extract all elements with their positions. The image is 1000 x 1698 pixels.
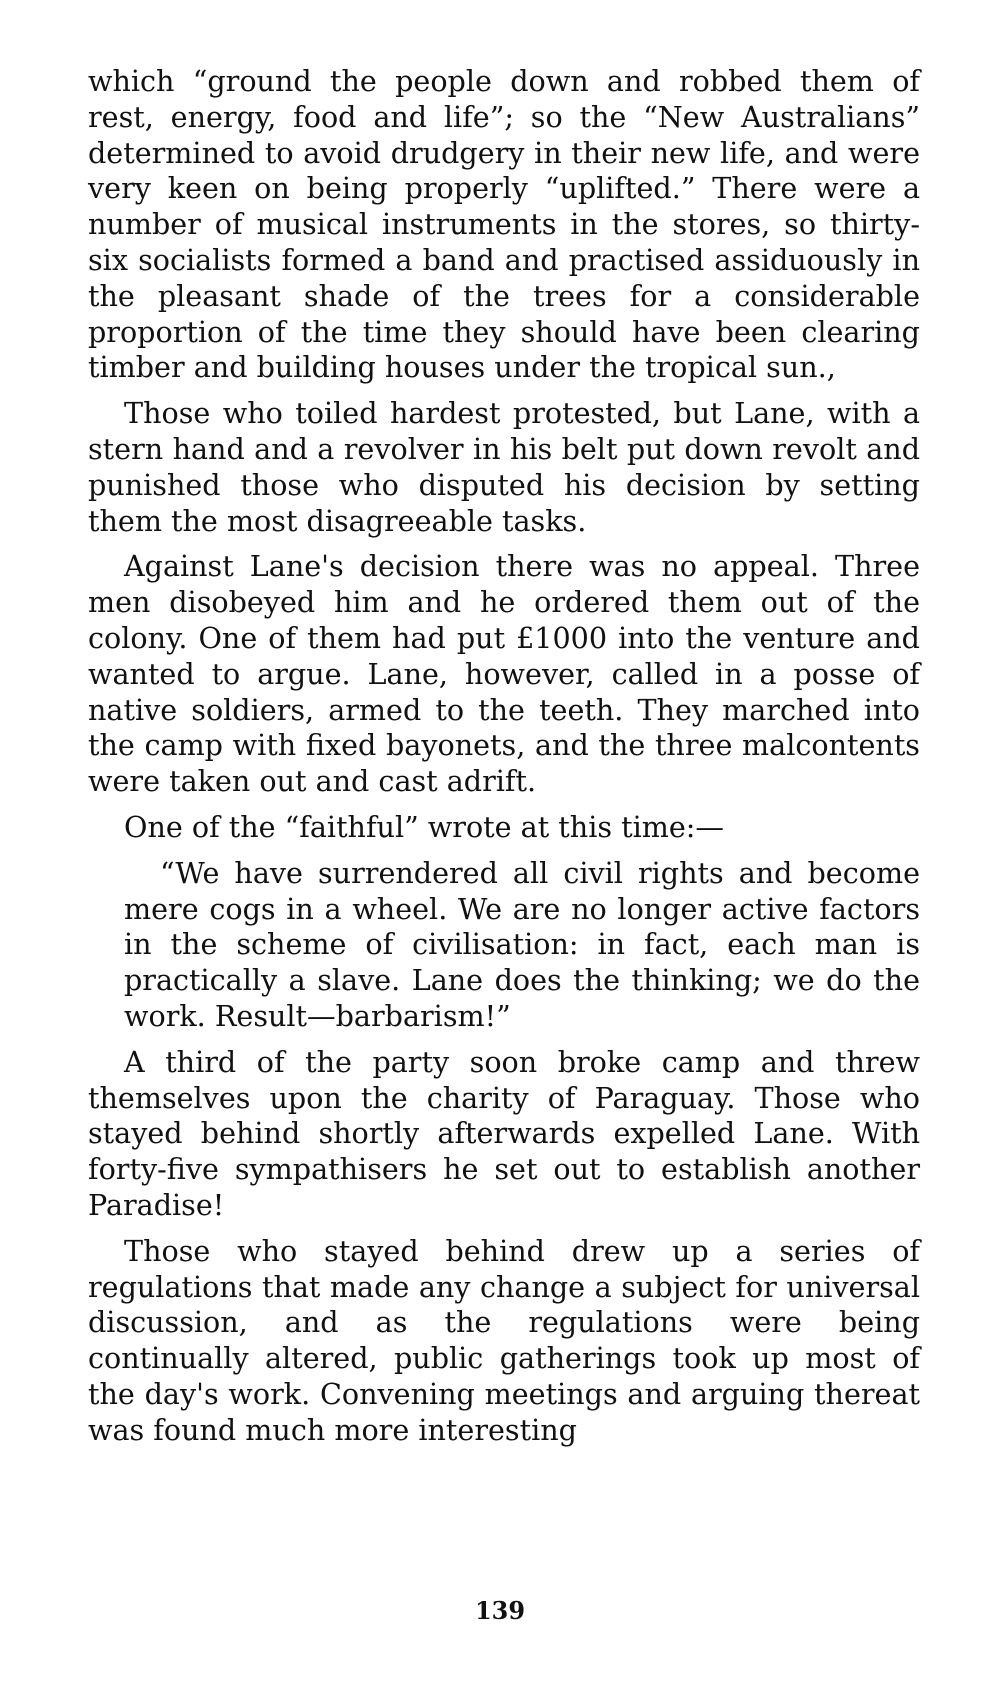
paragraph-regulations: Those who stayed behind drew up a series of regulations that made any change a subject for universal discussion, and as the regulations were being continually altered, public gatherings took up most of the day's work. Convening meetings and arguing thereat was found much more interesting: [88, 1233, 920, 1447]
block-quote: “We have surrendered all civil rights and become mere cogs in a wheel. We are no longer active factors in the scheme of civilisation: in fact, each man is practically a slave. Lane does the thinking; we do the work. Result—barbarism!”: [124, 855, 920, 1033]
paragraph-faithful-intro: One of the “faithful” wrote at this time:—: [124, 809, 725, 844]
paragraph-broke-camp: A third of the party soon broke camp and threw themselves upon the charity of Paraguay. Those who stayed behind shortly afterwards expelled Lane. With forty-five sympathisers he set out to establish another Paradise!: [88, 1044, 920, 1222]
paragraph-lane-protest: Those who toiled hardest protested, but Lane, with a stern hand and a revolver in his belt put down revolt and punished those who disputed his decision by setting them the most disagreeable tasks.: [88, 396, 920, 538]
paragraph-continuation: which “ground the people down and robbed them of rest, energy, food and life”; so the “New Australians” determined to avoid drudgery in their new life, and were very keen on being properly “uplifted.” There were a number of musical instruments in the stores, so thirty-six socialists formed a band and practised assiduously in the pleasant shade of the trees for a considerable proportion of the time they should have been clearing timber and building houses under the tropical sun.,: [88, 64, 920, 385]
paragraph-no-appeal: Against Lane's decision there was no appeal. Three men disobeyed him and he ordered them out of the colony. One of them had put £1000 into the venture and wanted to argue. Lane, however, called in a posse of native soldiers, armed to the teeth. They marched into the camp with fixed bayonets, and the three malcontents were taken out and cast adrift.: [88, 549, 920, 799]
page-number: 139: [474, 1596, 526, 1625]
page-body: [88, 64, 920, 1458]
